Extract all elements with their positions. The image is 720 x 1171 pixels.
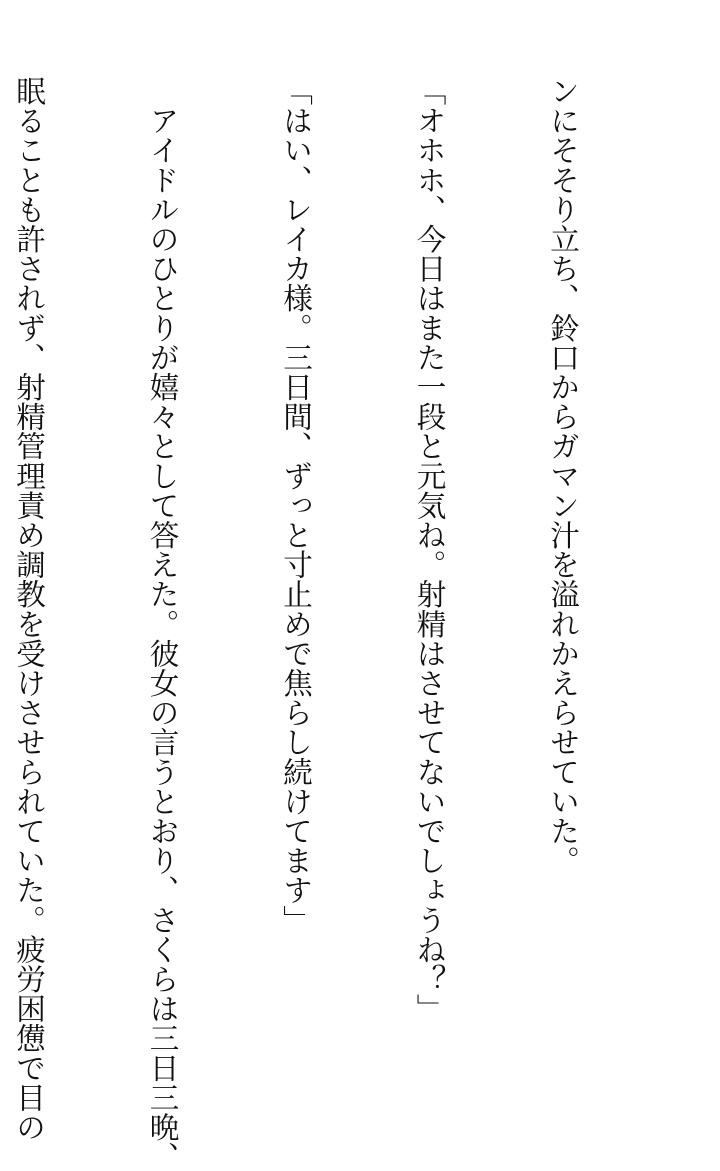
vertical-text-body [0,76,674,1171]
text-column-4: アイドルのひとりが嬉々として答えた。彼女の言うとおり、さくらは三日三晩、 [145,76,180,1171]
text-column-5: 眠ることも許されず、射精管理責め調教を受けさせられていた。疲労困憊で目の [12,76,46,1142]
text-column-3: 「はい、レイカ様。三日間、ずっと寸止めで焦らし続けてます」 [279,76,313,935]
text-column-2: 「オホホ、今日はまた一段と元気ね。射精はさせてないでしょうね？」 [412,76,447,1024]
text-column-1: ンにそそり立ち、鈴口からガマン汁を溢れかえらせていた。 [546,76,580,876]
